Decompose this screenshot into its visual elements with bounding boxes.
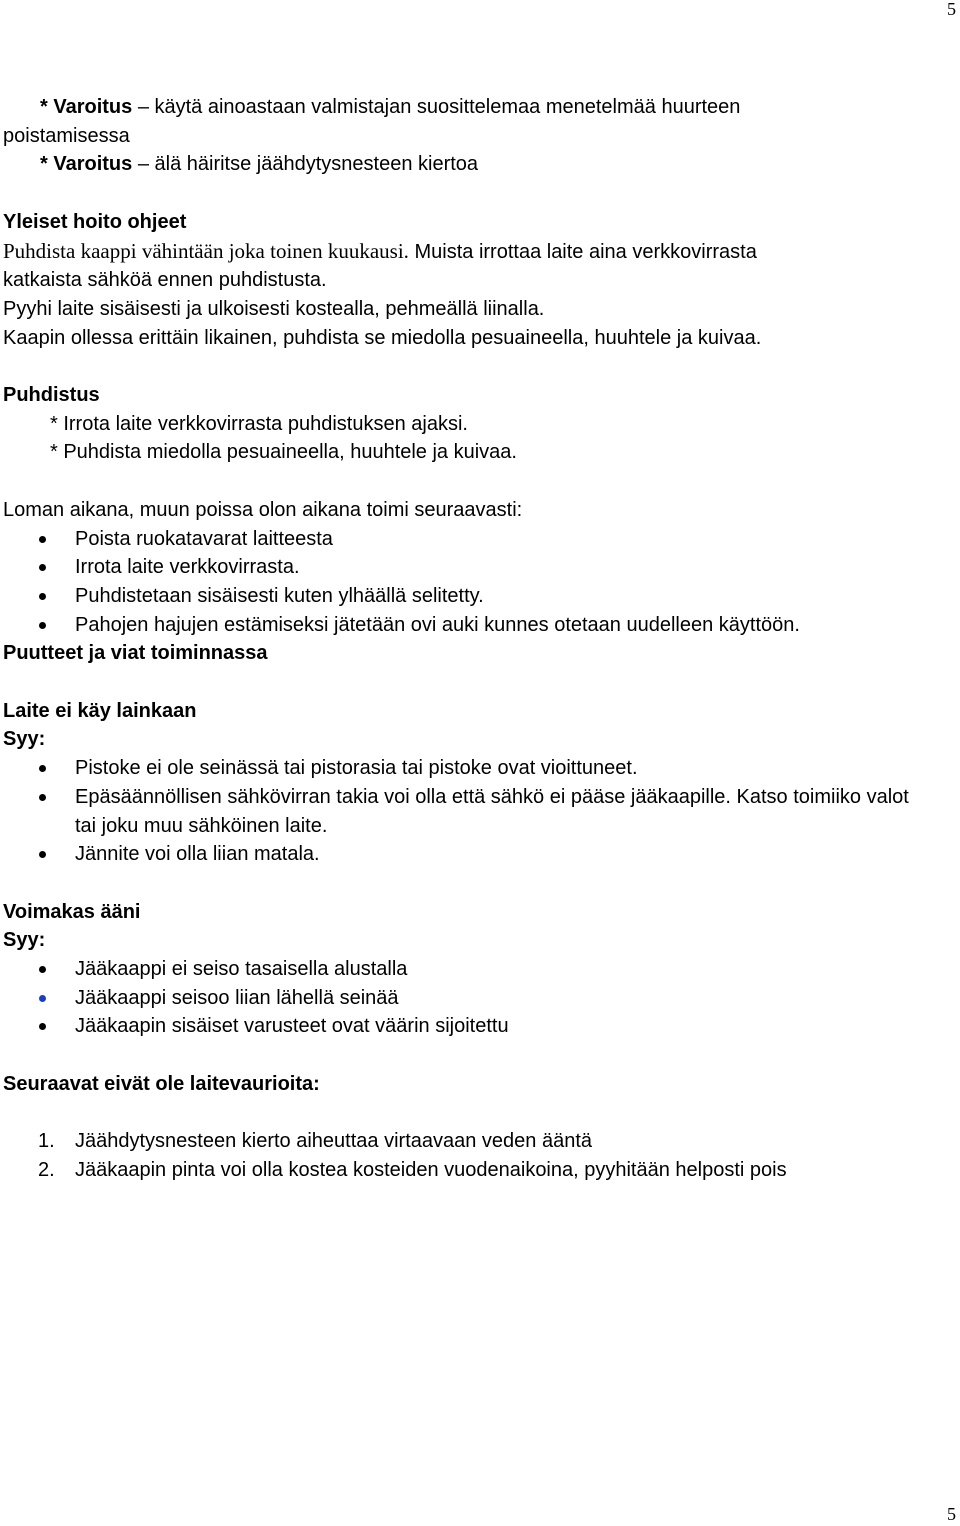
cause-label: Syy:: [3, 929, 46, 952]
bullet-icon: [39, 564, 46, 571]
list-item-text: Jännite voi olla liian matala.: [75, 843, 320, 866]
general-care-line-3: Pyyhi laite sisäisesti ja ulkoisesti kostealla, pehmeällä liinalla.: [3, 297, 545, 320]
bullet-icon: [39, 593, 46, 600]
list-item-text: Poista ruokatavarat laitteesta: [75, 527, 333, 550]
bullet-icon: [39, 794, 46, 801]
loud-noise-causes: [3, 955, 953, 1041]
warning-1: [3, 93, 953, 122]
cleaning-item: * Puhdista miedolla pesuaineella, huuhtele ja kuivaa.: [50, 441, 517, 464]
cause-label: Syy:: [3, 728, 46, 751]
warning-text: – käytä ainoastaan valmistajan suosittelemaa menetelmää huurteen: [132, 96, 741, 118]
list-number: 1.: [38, 1130, 55, 1153]
page-number-top: 5: [947, 0, 956, 19]
vacation-intro: Loman aikana, muun poissa olon aikana toimi seuraavasti:: [3, 498, 523, 521]
faults-heading: Puutteet ja viat toiminnassa: [3, 642, 268, 665]
page-number-bottom: 5: [947, 1504, 956, 1524]
bullet-icon: [39, 995, 46, 1002]
list-item-text: Pistoke ei ole seinässä tai pistorasia tai pistoke ovat vioittuneet.: [75, 757, 638, 780]
list-item-text: Jääkaapin sisäiset varusteet ovat väärin sijoitettu: [75, 1015, 509, 1038]
bullet-icon: [39, 622, 46, 629]
list-item: [3, 1127, 953, 1156]
not-defects-heading: Seuraavat eivät ole laitevaurioita:: [3, 1072, 320, 1095]
vacation-list: [3, 525, 953, 640]
warning-label: * Varoitus: [40, 153, 133, 176]
general-care-line-1-rest: Muista irrottaa laite aina verkkovirrasta: [408, 240, 757, 263]
not-running-causes: [3, 754, 953, 869]
list-item: [3, 840, 953, 869]
list-item: [3, 1156, 953, 1185]
list-item: [3, 955, 953, 984]
general-care-heading: Yleiset hoito ohjeet: [3, 210, 187, 233]
list-item-text: Jäähdytysnesteen kierto aiheuttaa virtaavaan veden ääntä: [75, 1130, 593, 1153]
list-item: [3, 582, 953, 611]
general-care-line-1: [3, 237, 953, 267]
bullet-icon: [39, 1023, 46, 1030]
not-running-heading: Laite ei käy lainkaan: [3, 699, 197, 722]
list-item: [3, 525, 953, 554]
list-item: [3, 611, 953, 640]
list-item-text: Jääkaappi ei seiso tasaisella alustalla: [75, 958, 408, 981]
bullet-icon: [39, 536, 46, 543]
general-care-line-1-serif: Puhdista kaappi vähintään joka toinen kuukausi.: [3, 238, 409, 263]
list-item: [3, 984, 953, 1013]
list-item: [3, 553, 953, 582]
general-care-line-2: katkaista sähköä ennen puhdistusta.: [3, 269, 327, 292]
cleaning-heading: Puhdistus: [3, 384, 100, 406]
bullet-icon: [39, 851, 46, 858]
warning-text: – älä häiritse jäähdytysnesteen kiertoa: [132, 153, 479, 176]
list-item-text: Jääkaapin pinta voi olla kostea kosteiden vuodenaikoina, pyyhitään helposti pois: [75, 1158, 787, 1181]
bullet-icon: [39, 765, 46, 772]
list-item-text: Irrota laite verkkovirrasta.: [75, 556, 300, 579]
list-item: [3, 754, 953, 783]
list-item-text: Pahojen hajujen estämiseksi jätetään ovi auki kunnes otetaan uudelleen käyttöön.: [75, 613, 800, 636]
list-item-text: Jääkaappi seisoo liian lähellä seinää: [75, 986, 399, 1009]
cleaning-item: * Irrota laite verkkovirrasta puhdistuksen ajaksi.: [50, 412, 468, 435]
general-care-line-4: Kaapin ollessa erittäin likainen, puhdista se miedolla pesuaineella, huuhtele ja kuivaa.: [3, 326, 762, 349]
list-item-text: Puhdistetaan sisäisesti kuten ylhäällä selitetty.: [75, 584, 484, 607]
list-item-text: Epäsäännöllisen sähkövirran takia voi olla että sähkö ei pääse jääkaapille. Katso toimiiko valot tai joku muu sähköinen laite.: [75, 785, 909, 837]
warning-1-continued: poistamisessa: [3, 124, 130, 147]
document-body: [3, 93, 953, 1185]
loud-noise-heading: Voimakas ääni: [3, 900, 141, 923]
bullet-icon: [39, 966, 46, 973]
warning-label: * Varoitus: [40, 96, 133, 118]
warning-2: [3, 150, 953, 179]
not-defects-list: [3, 1127, 953, 1184]
list-item: [3, 783, 953, 840]
list-number: 2.: [38, 1158, 55, 1181]
list-item: [3, 1012, 953, 1041]
